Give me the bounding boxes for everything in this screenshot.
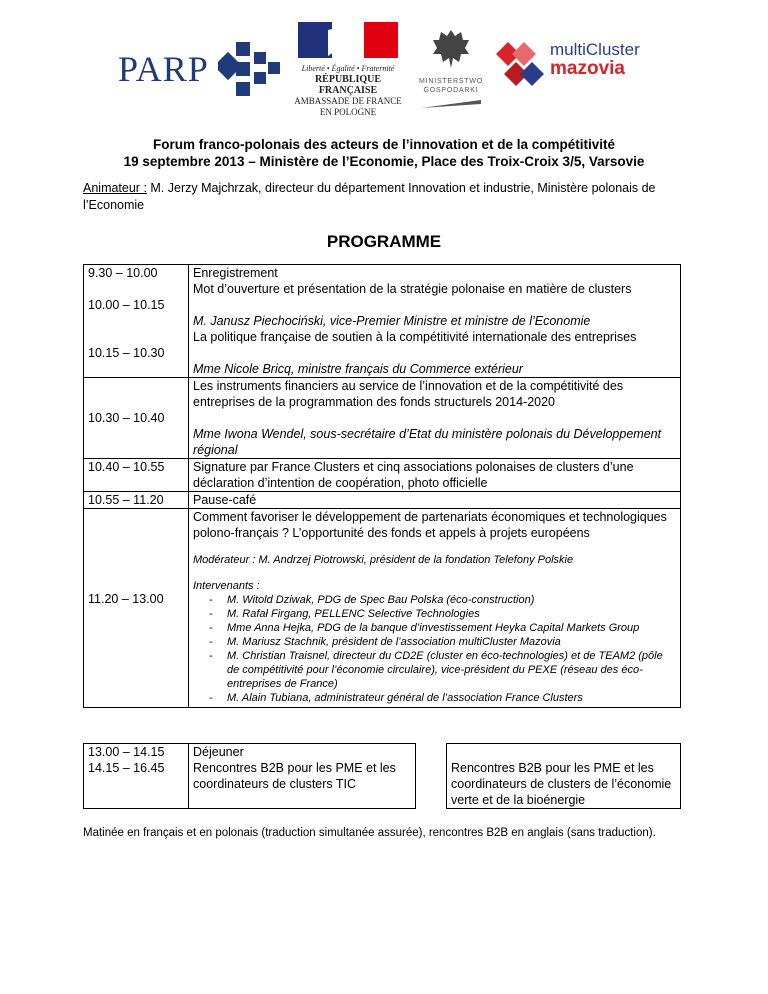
multicluster-name: multiCluster bbox=[550, 40, 640, 59]
speaker-list bbox=[193, 593, 676, 705]
time-cell bbox=[84, 378, 189, 459]
event-speaker: Mme Nicole Bricq, ministre français du Commerce extérieur bbox=[193, 362, 523, 376]
event-text: La politique française de soutien à la compétitivité internationale des entreprises bbox=[193, 330, 637, 344]
table-row bbox=[84, 265, 681, 378]
time-cell: 10.55 – 11.20 bbox=[84, 492, 189, 509]
time-cell bbox=[84, 509, 189, 708]
event-text: Enregistrement bbox=[193, 266, 278, 280]
event-cell bbox=[189, 265, 681, 378]
marianne-flag-icon bbox=[298, 22, 398, 58]
mg-line1: MINISTERSTWO bbox=[418, 78, 484, 85]
time-cell bbox=[84, 744, 189, 809]
animateur-text: M. Jerzy Majchrzak, directeur du département Innovation et industrie, Ministère polonais de l’Economie bbox=[83, 181, 656, 212]
parp-logo-text: PARP bbox=[118, 49, 209, 89]
table-row bbox=[84, 744, 681, 809]
event-text: Les instruments financiers au service de l’innovation et de la compétitivité des entreprises de la programmation des fonds structurels 2014-2020 bbox=[193, 379, 624, 409]
animateur bbox=[83, 180, 683, 214]
event-moderator: Modérateur : M. Andrzej Piotrowski, président de la fondation Telefony Polskie bbox=[193, 554, 574, 566]
event-text: Rencontres B2B pour les PME et les coordinateurs de clusters TIC bbox=[193, 761, 396, 791]
intervenants-label: Intervenants : bbox=[193, 580, 260, 592]
multicluster-mazovia-logo bbox=[494, 38, 640, 97]
event-cell bbox=[189, 509, 681, 708]
event-text: Déjeuner bbox=[193, 745, 244, 759]
republique-francaise-logo bbox=[292, 22, 404, 118]
time-slot: 11.20 – 13.00 bbox=[88, 592, 164, 606]
animateur-label: Animateur : bbox=[83, 181, 147, 195]
logo-bar bbox=[110, 20, 670, 117]
multicluster-diamond-icon bbox=[494, 38, 548, 92]
rf-embassy-line1: AMBASSADE DE FRANCE bbox=[294, 96, 402, 106]
table-row bbox=[84, 378, 681, 459]
eagle-emblem-icon bbox=[431, 28, 471, 72]
event-cell bbox=[447, 744, 681, 809]
footer-note: Matinée en français et en polonais (traduction simultanée assurée), rencontres B2B en anglais (sans traduction). bbox=[83, 827, 656, 839]
forum-title bbox=[0, 136, 768, 170]
event-cell: Signature par France Clusters et cinq associations polonaises de clusters d’une déclaration d’intention de coopération, photo officielle bbox=[189, 459, 681, 492]
time-slot: 13.00 – 14.15 bbox=[88, 745, 165, 759]
list-item: - M. Rafał Firgang, PELLENC Selective Technologies bbox=[209, 607, 676, 621]
rf-embassy-line2: EN POLOGNE bbox=[319, 107, 377, 117]
title-line1: Forum franco-polonais des acteurs de l’innovation et de la compétitivité bbox=[152, 137, 616, 152]
event-text: Comment favoriser le développement de partenariats économiques et technologiques polono-français ? L’opportunité des fonds et appels à projets européens bbox=[193, 510, 667, 540]
time-cell bbox=[84, 265, 189, 378]
mg-line2: GOSPODARKI bbox=[423, 87, 479, 94]
time-slot: 9.30 – 10.00 bbox=[88, 266, 158, 280]
list-item: - M. Alain Tubiana, administrateur général de l’association France Clusters bbox=[209, 691, 676, 705]
event-speaker: Mme Iwona Wendel, sous-secrétaire d’Etat du ministère polonais du Développement régional bbox=[193, 427, 662, 457]
table-row bbox=[84, 459, 681, 492]
list-item: - M. Christian Traisnel, directeur du CD2E (cluster en éco-technologies) et de TEAM2 (pôle de compétitivité pour l’économie circulaire), vice-président du PEXE (réseau des éco-entreprises de France) bbox=[209, 649, 676, 691]
time-slot: 10.15 – 10.30 bbox=[88, 346, 165, 360]
event-cell: Pause-café bbox=[189, 492, 681, 509]
time-slot: 10.00 – 10.15 bbox=[88, 298, 165, 312]
table-row bbox=[84, 492, 681, 509]
parp-logo-icon bbox=[218, 42, 284, 103]
programme-table bbox=[83, 264, 681, 708]
time-cell: 10.40 – 10.55 bbox=[84, 459, 189, 492]
spacer-cell bbox=[416, 744, 447, 809]
list-item: - Mme Anna Hejka, PDG de la banque d’investissement Heyka Capital Markets Group bbox=[209, 621, 676, 635]
mg-stripe bbox=[421, 100, 481, 108]
table-row bbox=[84, 509, 681, 708]
ministerstwo-gospodarki-logo bbox=[416, 28, 486, 113]
afternoon-table bbox=[83, 743, 681, 809]
time-slot: 10.30 – 10.40 bbox=[88, 411, 165, 425]
event-text: Mot d’ouverture et présentation de la stratégie polonaise en matière de clusters bbox=[193, 282, 632, 296]
programme-heading: PROGRAMME bbox=[326, 232, 442, 251]
rf-republic: RÉPUBLIQUE FRANÇAISE bbox=[314, 74, 382, 96]
mazovia-name: mazovia bbox=[550, 58, 625, 79]
event-cell bbox=[189, 744, 416, 809]
time-slot: 14.15 – 16.45 bbox=[88, 761, 165, 775]
event-text: Rencontres B2B pour les PME et les coordinateurs de clusters de l’économie verte et de la bioénergie bbox=[451, 761, 672, 807]
title-line2: 19 septembre 2013 – Ministère de l’Economie, Place des Troix-Croix 3/5, Varsovie bbox=[123, 154, 645, 169]
event-cell bbox=[189, 378, 681, 459]
list-item: - M. Witold Dziwak, PDG de Spec Bau Polska (éco-construction) bbox=[209, 593, 676, 607]
rf-motto: Liberté • Égalité • Fraternité bbox=[301, 64, 395, 73]
event-speaker: M. Janusz Piechociński, vice-Premier Ministre et ministre de l’Economie bbox=[193, 314, 591, 328]
list-item: - M. Mariusz Stachnik, président de l’association multiCluster Mazovia bbox=[209, 635, 676, 649]
